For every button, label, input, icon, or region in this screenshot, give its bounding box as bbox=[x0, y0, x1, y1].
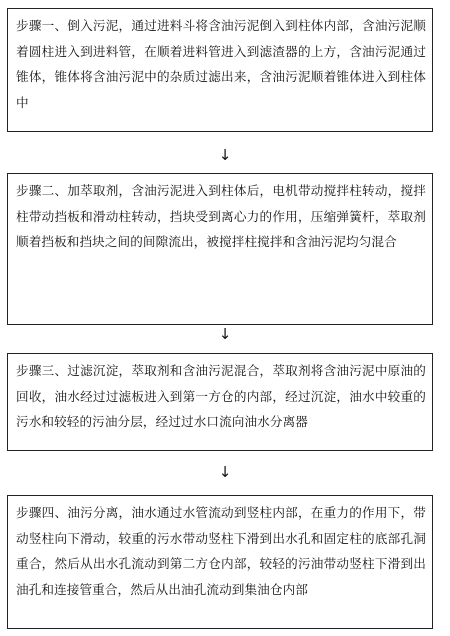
step-3-box bbox=[7, 353, 433, 451]
down-arrow-icon: ↓ bbox=[218, 463, 232, 481]
down-arrow-icon: ↓ bbox=[218, 146, 232, 164]
step-1-box bbox=[7, 8, 433, 132]
step-2-text: 步骤二、加萃取剂，含油污泥进入到柱体后，电机带动搅拌柱转动，搅拌柱带动挡板和滑动柱转动，挡块受到离心力的作用，压缩弹簧杆，萃取剂顺着挡板和挡块之间的间隙流出，被搅拌柱搅拌和含油污泥均匀混合 bbox=[16, 183, 426, 249]
step-3-text: 步骤三、过滤沉淀，萃取剂和含油污泥混合，萃取剂将含油污泥中原油的回收，油水经过过滤板进入到第一方仓的内部，经过沉淀，油水中较重的污水和较轻的污油分层，经过过水口流向油水分离器 bbox=[16, 363, 426, 429]
down-arrow-icon: ↓ bbox=[218, 325, 232, 343]
step-4-text: 步骤四、油污分离，油水通过水管流动到竖柱内部，在重力的作用下，带动竖柱向下滑动，较重的污水带动竖柱下滑到出水孔和固定柱的底部孔洞重合，然后从出水孔流动到第二方仓内部，较轻的污油带动竖柱下滑到出油孔和连接管重合，然后从出油孔流动到集油仓内部 bbox=[16, 505, 426, 597]
step-2-box bbox=[7, 173, 433, 325]
step-1-text: 步骤一、倒入污泥，通过进料斗将含油污泥倒入到柱体内部，含油污泥顺着圆柱进入到进料管，在顺着进料管进入到滤渣器的上方，含油污泥通过锥体，锥体将含油污泥中的杂质过滤出来，含油污泥顺着锥体进入到柱体中 bbox=[16, 18, 426, 110]
step-4-box bbox=[7, 495, 433, 629]
